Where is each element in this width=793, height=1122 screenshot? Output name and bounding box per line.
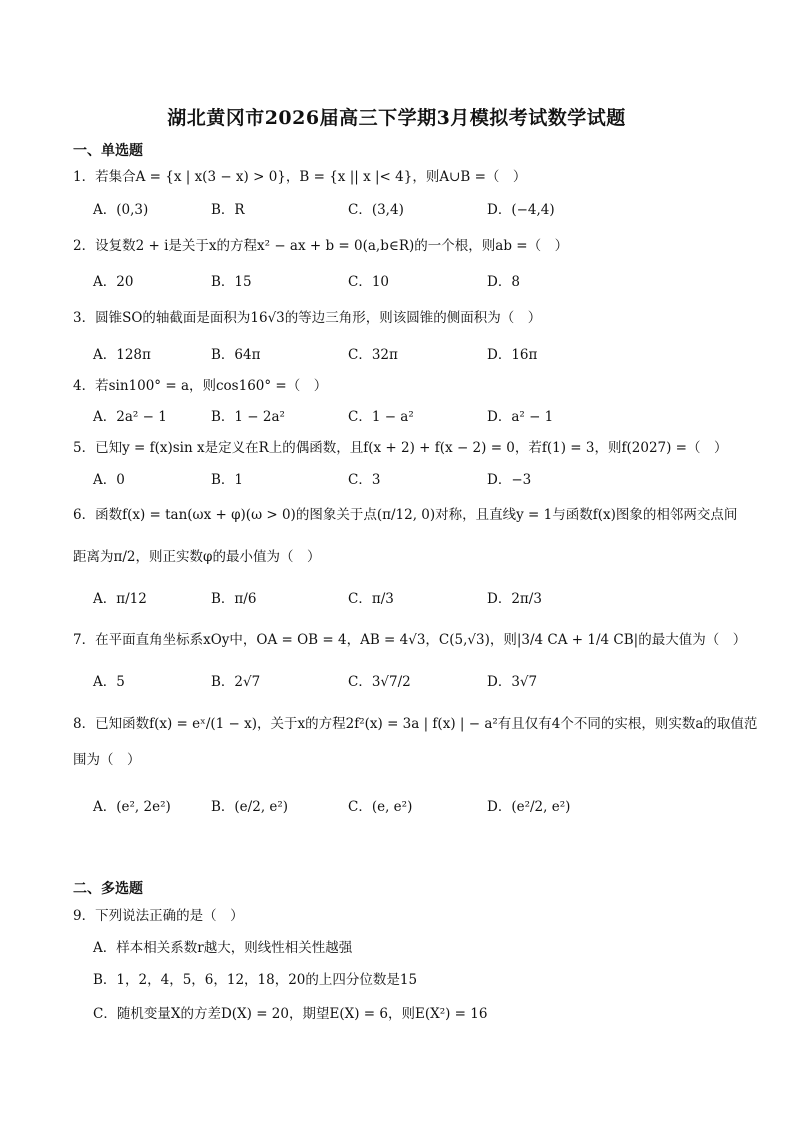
- question-4-option-a: A．2a² − 1: [93, 409, 167, 425]
- question-5-option-a: A．0: [93, 472, 125, 488]
- question-8-option-d: D．(e²/2, e²): [487, 799, 571, 815]
- question-8-stem: 8．已知函数f(x) = eˣ/(1 − x)，关于x的方程2f²(x) = 3a | f(x) | − a²有且仅有4个不同的实根，则实数a的取值范: [73, 716, 758, 732]
- question-5-option-d: D．−3: [487, 472, 532, 488]
- question-1-option-b: B．R: [211, 202, 245, 218]
- question-9-option-b: B．1，2，4，5，6，12，18，20的上四分位数是15: [93, 972, 418, 988]
- question-3-stem: 3．圆锥SO的轴截面是面积为16√3的等边三角形，则该圆锥的侧面积为（ ）: [73, 310, 542, 326]
- question-2-option-a: A．20: [93, 274, 134, 290]
- question-7-option-d: D．3√7: [487, 674, 538, 690]
- question-6-option-b: B．π/6: [211, 591, 257, 607]
- question-7-stem: 7．在平面直角坐标系xOy中，OA = OB = 4，AB = 4√3，C(5,√3)，则|3/4 CA + 1/4 CB|的最大值为（ ）: [73, 632, 747, 648]
- question-1-option-d: D．(−4,4): [487, 202, 555, 218]
- section-heading-multiple-choice: 二、多选题: [73, 881, 143, 897]
- question-2-option-d: D．8: [487, 274, 520, 290]
- section-heading-single-choice: 一、单选题: [73, 143, 143, 159]
- question-3-option-d: D．16π: [487, 347, 538, 363]
- question-6-stem: 6．函数f(x) = tan(ωx + φ)(ω > 0)的图象关于点(π/12, 0)对称，且直线y = 1与函数f(x)图象的相邻两交点间: [73, 507, 738, 523]
- question-7-option-c: C．3√7/2: [348, 674, 411, 690]
- question-8-option-c: C．(e, e²): [348, 799, 413, 815]
- question-4-stem: 4．若sin100° = a，则cos160° =（ ）: [73, 378, 328, 394]
- question-3-option-b: B．64π: [211, 347, 261, 363]
- question-9-option-c: C．随机变量X的方差D(X) = 20，期望E(X) = 6，则E(X²) = 16: [93, 1006, 488, 1022]
- question-1-option-a: A．(0,3): [93, 202, 149, 218]
- question-4-option-b: B．1 − 2a²: [211, 409, 285, 425]
- question-5-stem: 5．已知y = f(x)sin x是定义在R上的偶函数，且f(x + 2) + f(x − 2) = 0，若f(1) = 3，则f(2027) =（ ）: [73, 440, 728, 456]
- question-7-option-a: A．5: [93, 674, 125, 690]
- question-8-option-b: B．(e/2, e²): [211, 799, 289, 815]
- question-7-option-b: B．2√7: [211, 674, 261, 690]
- question-6-option-d: D．2π/3: [487, 591, 542, 607]
- question-6-option-a: A．π/12: [93, 591, 147, 607]
- question-2-option-c: C．10: [348, 274, 390, 290]
- question-1-stem: 1．若集合A = {x | x(3 − x) > 0}，B = {x || x |< 4}，则A∪B =（ ）: [73, 169, 527, 185]
- question-4-option-d: D．a² − 1: [487, 409, 554, 425]
- question-5-option-c: C．3: [348, 472, 381, 488]
- question-2-option-b: B．15: [211, 274, 252, 290]
- question-6-stem-continued: 距离为π/2，则正实数φ的最小值为（ ）: [73, 549, 321, 565]
- question-1-option-c: C．(3,4): [348, 202, 404, 218]
- question-8-stem-continued: 围为（ ）: [73, 752, 141, 768]
- question-4-option-c: C．1 − a²: [348, 409, 414, 425]
- question-5-option-b: B．1: [211, 472, 244, 488]
- question-2-stem: 2．设复数2 + i是关于x的方程x² − ax + b = 0(a,b∈R)的一个根，则ab =（ ）: [73, 238, 569, 254]
- question-6-option-c: C．π/3: [348, 591, 394, 607]
- question-8-option-a: A．(e², 2e²): [93, 799, 171, 815]
- question-9-stem: 9．下列说法正确的是（ ）: [73, 908, 244, 924]
- page-title: 湖北黄冈市2026届高三下学期3月模拟考试数学试题: [167, 107, 626, 129]
- question-9-option-a: A．样本相关系数r越大，则线性相关性越强: [93, 940, 353, 956]
- question-3-option-a: A．128π: [93, 347, 151, 363]
- question-3-option-c: C．32π: [348, 347, 398, 363]
